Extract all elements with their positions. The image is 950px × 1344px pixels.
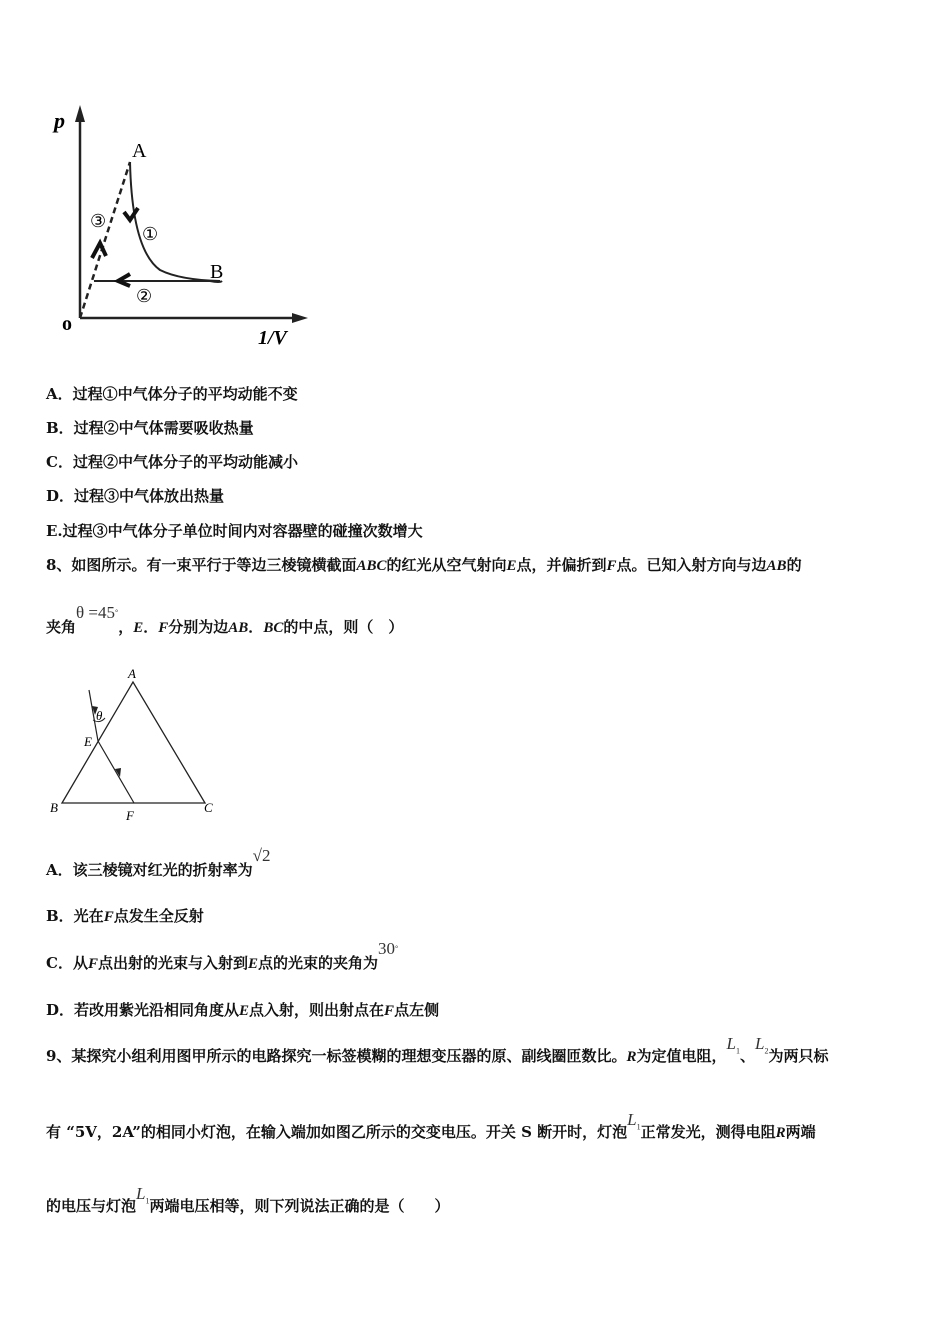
q9-stem-line-2 <box>46 1110 816 1149</box>
process-2-label: ② <box>136 286 153 306</box>
q9-stem-line-3 <box>46 1184 450 1223</box>
q8-abc: ABC <box>356 558 387 574</box>
lamp-l2-symbol: $L_2$ <box>754 1034 769 1056</box>
q9-stem-line-1 <box>46 1034 829 1073</box>
process-3-label: ③ <box>90 211 107 231</box>
q8-text: ． <box>143 618 159 636</box>
q9-text: 为定值电阻， <box>636 1047 727 1065</box>
prism-diagram <box>40 662 240 827</box>
q7-option-c: C．过程②中气体分子的平均动能减小 <box>46 453 298 471</box>
q8-point-f: F <box>87 956 98 972</box>
theta-label: θ <box>96 708 103 723</box>
q8-stem-line-1 <box>46 555 802 576</box>
q7-option-a: A．过程①中气体分子的平均动能不变 <box>46 385 298 403</box>
q8-text: 点左侧 <box>394 1001 440 1019</box>
q8-text: 点的光束的夹角为 <box>258 954 379 972</box>
q8-text: ． <box>248 618 264 636</box>
q9-text: 两端 <box>785 1123 816 1141</box>
q9-text: 两端电压相等，则下列说法正确的是（ ） <box>149 1197 450 1215</box>
y-axis-label: p <box>54 108 65 133</box>
vertex-c-label: C <box>204 800 213 815</box>
q8-opt-a-text: A．该三棱镜对红光的折射率为 <box>46 861 253 879</box>
lamp-l1-symbol: $L_1$ <box>136 1184 150 1206</box>
q9-text: 、 <box>739 1047 755 1065</box>
x-axis-label: 1/V <box>258 327 287 349</box>
q7-option-b: B．过程②中气体需要吸收热量 <box>46 419 254 437</box>
q8-option-a <box>46 846 271 880</box>
q7-option-e: E.过程③中气体分子单位时间内对容器壁的碰撞次数增大 <box>46 522 423 540</box>
sqrt2-formula: √2 <box>252 846 271 865</box>
q8-text: B．光在 <box>46 907 104 925</box>
q7-option-d: D．过程③中气体放出热量 <box>46 487 225 505</box>
point-e-label: E <box>84 734 92 749</box>
q8-point-f: F <box>384 1003 395 1019</box>
q8-side-ab: AB <box>766 558 787 574</box>
q8-side-ab: AB <box>228 620 249 636</box>
q8-point-f: F <box>103 909 114 925</box>
q9-text: 9、某探究小组利用图甲所示的电路探究一标签模糊的理想变压器的原、副线圈匝数比。 <box>46 1047 627 1065</box>
q8-stem-line-2 <box>46 603 404 638</box>
q9-text: 为两只标 <box>768 1047 829 1065</box>
q8-text: 8、如图所示。有一束平行于等边三棱镜横截面 <box>46 556 357 574</box>
q8-text: 点。已知入射方向与边 <box>616 556 767 574</box>
q8-text: 点入射，则出射点在 <box>249 1001 385 1019</box>
q8-text: 夹角 <box>46 618 77 636</box>
process-1-label: ① <box>142 224 159 244</box>
q9-resistor-r: R <box>775 1125 786 1141</box>
x-axis-arrow-icon <box>292 313 308 323</box>
point-b-label: B <box>210 261 224 283</box>
q8-text: ， <box>118 618 134 636</box>
point-f-label: F <box>126 808 134 823</box>
lamp-l1-symbol: $L_1$ <box>627 1110 641 1132</box>
y-axis-arrow-icon <box>75 105 85 122</box>
q9-text: 正常发光，测得电阻 <box>640 1123 776 1141</box>
q8-option-b <box>46 906 204 927</box>
pv-diagram <box>40 100 310 350</box>
process-1-curve <box>130 162 220 281</box>
q8-theta-formula: θ =45° <box>76 603 119 622</box>
q8-point-f: F <box>606 558 617 574</box>
q8-point-e: E <box>247 956 258 972</box>
q8-text: 的红光从空气射向 <box>386 556 507 574</box>
q8-text: 分别为边 <box>168 618 229 636</box>
q8-point-e: E <box>133 620 144 636</box>
q8-point-e: E <box>239 1003 250 1019</box>
q8-side-bc: BC <box>263 620 284 636</box>
q8-text: 点发生全反射 <box>113 907 204 925</box>
q8-option-d <box>46 1000 439 1021</box>
point-a-label: A <box>132 140 147 162</box>
q9-text: 有 “5V，2A”的相同小灯泡，在输入端加如图乙所示的交变电压。开关 S 断开时，灯泡 <box>46 1123 628 1141</box>
q8-text: 的 <box>786 556 802 574</box>
q8-text: C．从 <box>46 954 88 972</box>
q9-resistor-r: R <box>626 1049 637 1065</box>
q8-option-c <box>46 939 399 974</box>
vertex-a-label: A <box>128 666 136 681</box>
q8-text: D．若改用紫光沿相同角度从 <box>46 1001 240 1019</box>
angle-30-formula: 30° <box>378 939 399 958</box>
q8-point-f: F <box>158 620 169 636</box>
origin-label: o <box>62 313 72 335</box>
q8-text: 点，并偏折到 <box>516 556 607 574</box>
q8-text: 的中点，则（ ） <box>283 618 404 636</box>
refracted-ray <box>98 741 134 803</box>
q8-text: 点出射的光束与入射到 <box>97 954 248 972</box>
lamp-l1-symbol: $L_1$ <box>726 1034 740 1056</box>
vertex-b-label: B <box>50 800 58 815</box>
q9-text: 的电压与灯泡 <box>46 1197 137 1215</box>
process-3-dashed-line <box>80 162 130 318</box>
q8-point-e: E <box>506 558 517 574</box>
